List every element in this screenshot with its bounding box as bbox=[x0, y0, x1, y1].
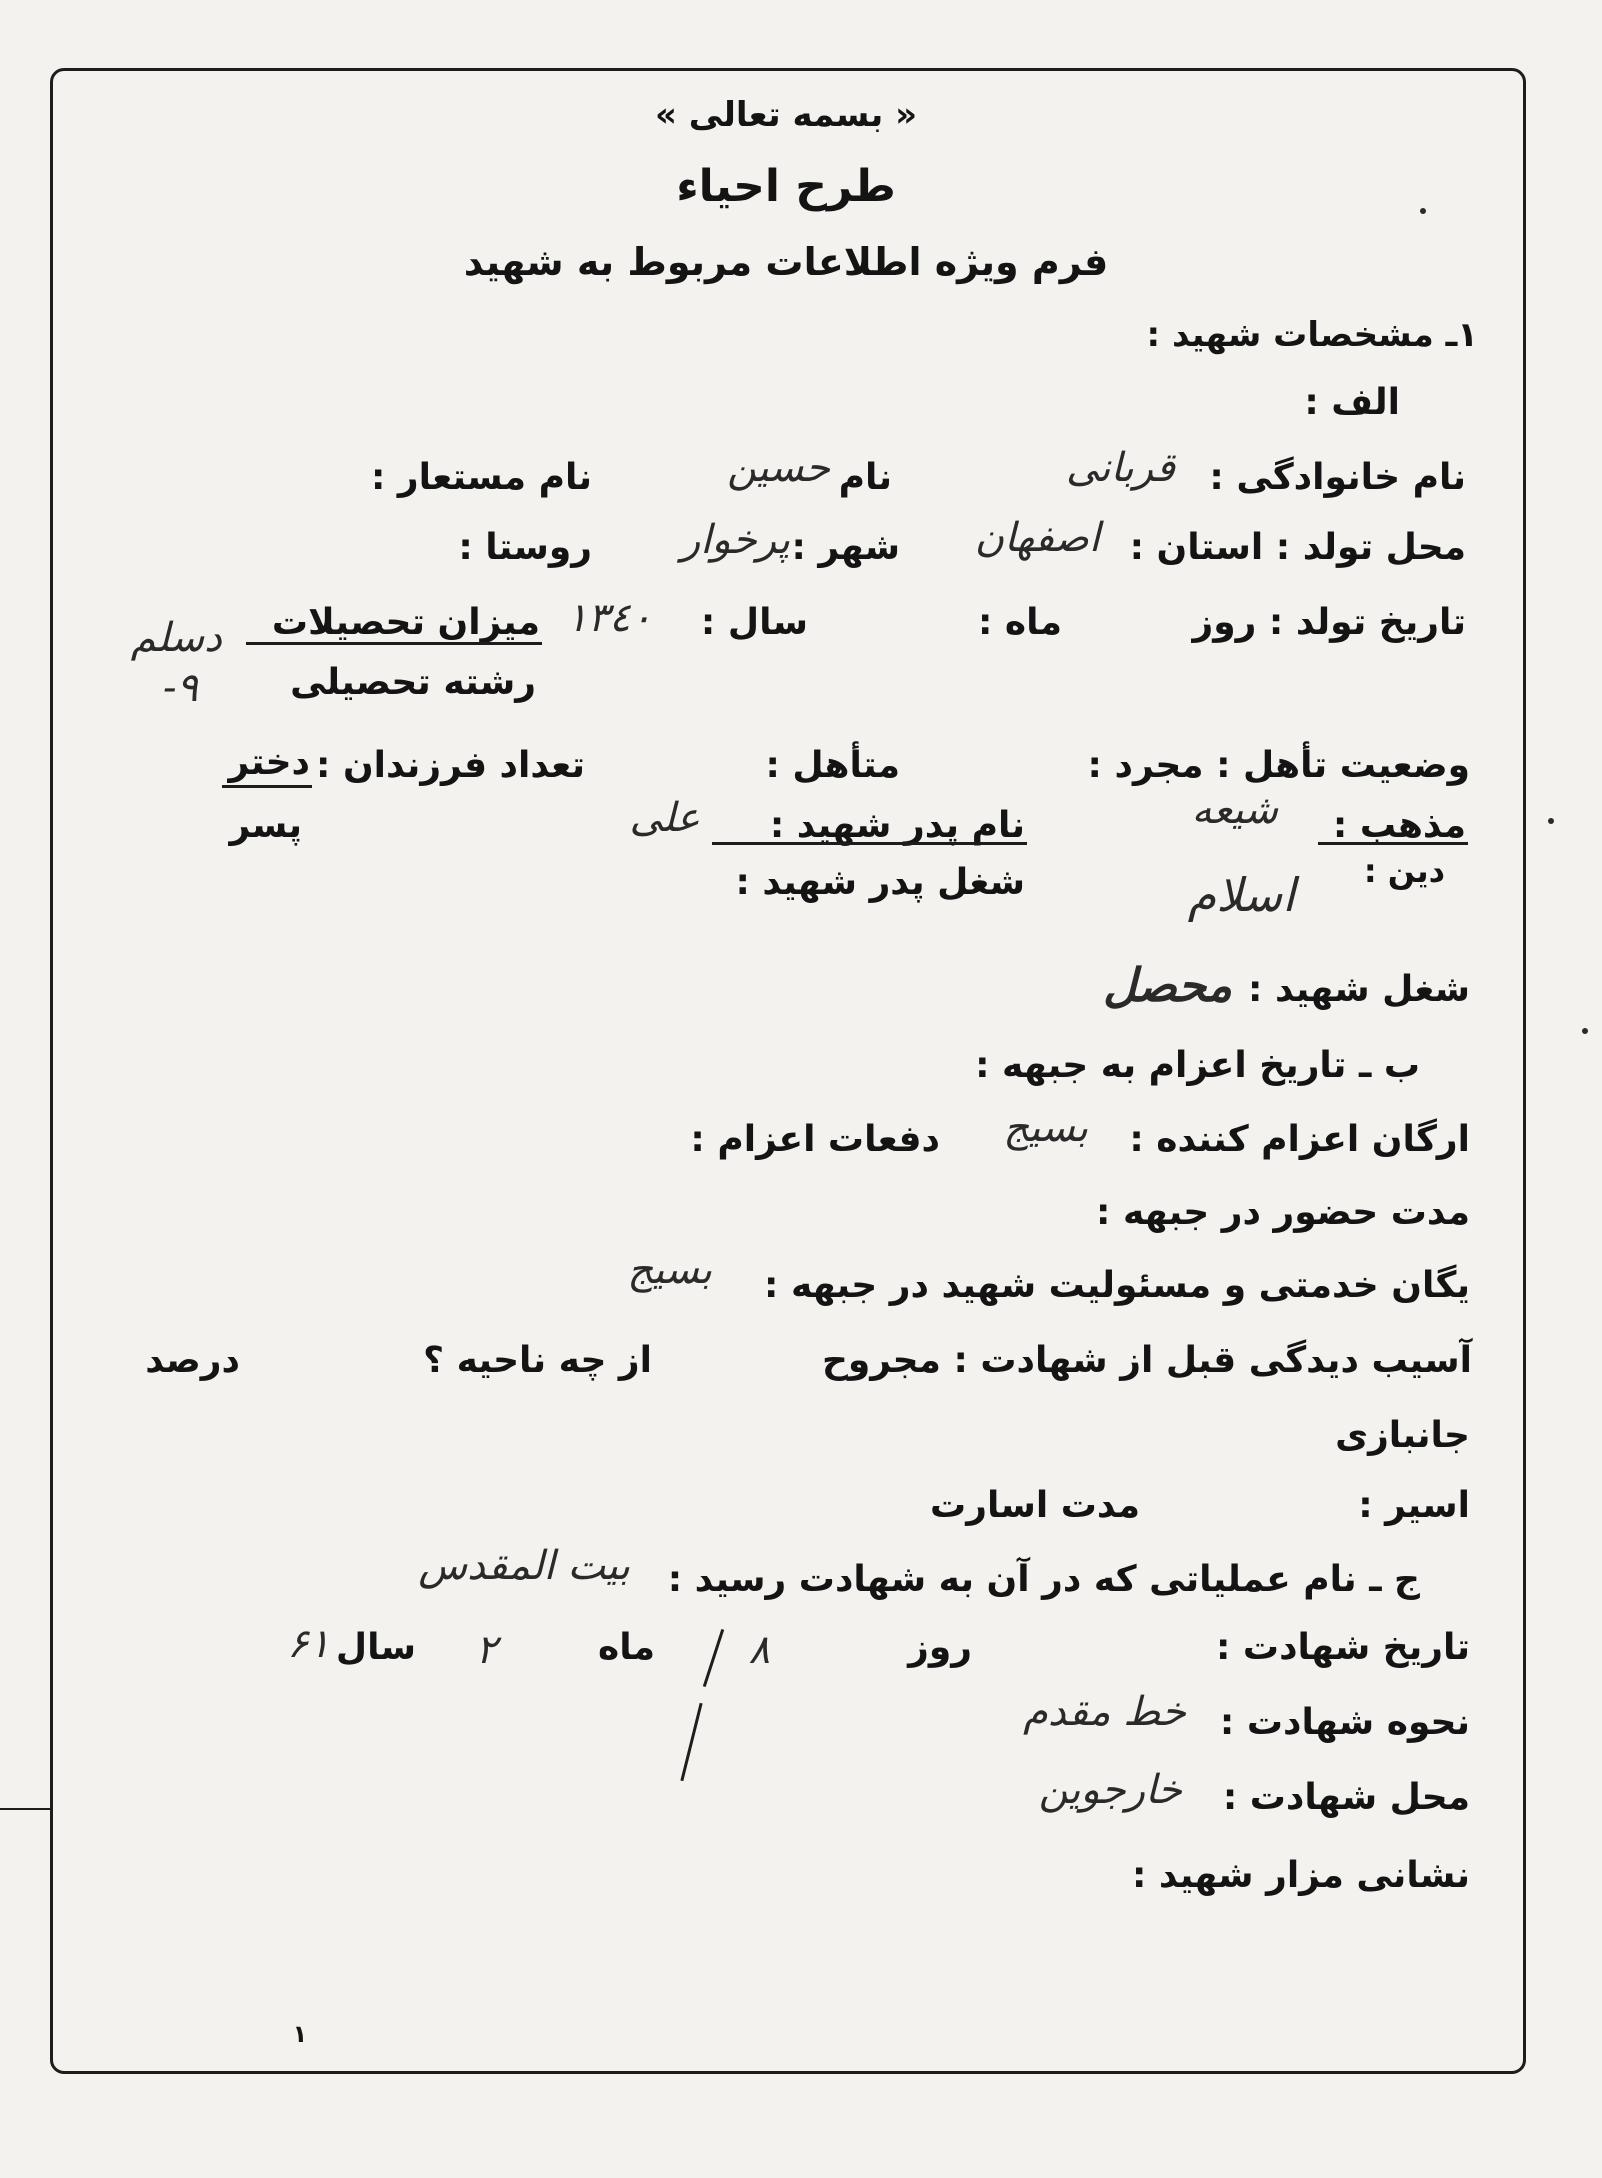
operation-name-value: بیت المقدس bbox=[418, 1543, 630, 1589]
deploying-org-value: بسیج bbox=[1003, 1105, 1088, 1151]
village-label: روستا : bbox=[458, 527, 592, 568]
martyrdom-manner-label: نحوه شهادت : bbox=[1219, 1702, 1470, 1743]
martyrdom-year-label: سال bbox=[335, 1627, 416, 1668]
deploying-org-label: ارگان اعزام کننده : bbox=[1129, 1119, 1470, 1160]
part-a-label: الف : bbox=[1304, 382, 1400, 423]
alias-label: نام مستعار : bbox=[370, 457, 592, 498]
marital-status-label: وضعیت تأهل : مجرد : bbox=[1087, 745, 1470, 786]
veteran-label: جانبازی bbox=[1335, 1415, 1470, 1456]
education-underline bbox=[246, 642, 542, 645]
form-subtitle: فرم ویژه اطلاعات مربوط به شهید bbox=[463, 240, 1109, 284]
captivity-duration-label: مدت اسارت bbox=[930, 1485, 1140, 1526]
father-name-label: نام پدر شهید : bbox=[769, 805, 1025, 846]
scan-speck bbox=[1420, 208, 1426, 214]
martyrdom-day-value: ۸ bbox=[748, 1627, 770, 1673]
field-of-study-label: رشته تحصیلی bbox=[290, 662, 536, 703]
daughter-underline bbox=[222, 785, 312, 788]
field-of-study-value: ۹- bbox=[163, 665, 198, 711]
operation-name-label: ج ـ نام عملیاتی که در آن به شهادت رسید : bbox=[667, 1559, 1420, 1600]
education-level-label: میزان تحصیلات bbox=[271, 602, 540, 643]
birthdate-label: تاریخ تولد : روز bbox=[1192, 602, 1466, 643]
city-value: پرخوار bbox=[680, 517, 790, 563]
religion-label: دین : bbox=[1363, 852, 1445, 890]
deployment-date-label: ب ـ تاریخ اعزام به جبهه : bbox=[975, 1045, 1420, 1086]
religion-value: اسلام bbox=[1187, 868, 1295, 922]
deployment-count-label: دفعات اعزام : bbox=[690, 1119, 940, 1160]
form-title: طرح احیاء bbox=[676, 161, 896, 212]
education-level-value: دسلم bbox=[130, 615, 222, 661]
daughter-label: دختر bbox=[228, 742, 310, 783]
unit-responsibility-label: یگان خدمتی و مسئولیت شهید در جبهه : bbox=[764, 1265, 1470, 1306]
birth-year-label: سال : bbox=[700, 602, 808, 643]
father-name-value: علی bbox=[629, 795, 700, 841]
sect-underline bbox=[1318, 842, 1468, 845]
birthplace-label: محل تولد : استان : bbox=[1129, 527, 1466, 568]
unit-responsibility-value: بسیج bbox=[627, 1247, 712, 1293]
father-name-underline bbox=[712, 842, 1027, 845]
scan-speck bbox=[1548, 818, 1554, 824]
martyr-job-label: شغل شهید : bbox=[1248, 969, 1470, 1010]
son-label: پسر bbox=[229, 805, 302, 846]
martyrdom-place-value: خارجوین bbox=[1038, 1767, 1182, 1813]
martyrdom-manner-value: خط مقدم bbox=[1023, 1689, 1186, 1735]
children-count-label: تعداد فرزندان : bbox=[316, 745, 585, 786]
martyrdom-month-label: ماه bbox=[597, 1627, 655, 1668]
bismillah-heading: « بسمه تعالی » bbox=[654, 95, 918, 135]
grave-address-label: نشانی مزار شهید : bbox=[1131, 1855, 1470, 1896]
martyr-job-value: محصل bbox=[1102, 958, 1232, 1012]
name-label: نام bbox=[838, 457, 892, 498]
birth-month-label: ماه : bbox=[978, 602, 1062, 643]
city-label: شهر : bbox=[791, 527, 900, 568]
injury-label: آسیب دیدگی قبل از شهادت : مجروح bbox=[821, 1340, 1472, 1381]
martyrdom-day-label: روز bbox=[908, 1627, 972, 1668]
page-number: ۱ bbox=[292, 2020, 308, 2048]
family-name-label: نام خانوادگی : bbox=[1209, 457, 1466, 498]
injury-area-label: از چه ناحیه ؟ bbox=[423, 1340, 652, 1381]
front-duration-label: مدت حضور در جبهه : bbox=[1096, 1192, 1470, 1233]
province-value: اصفهان bbox=[974, 515, 1100, 561]
section1-heading: ۱ـ مشخصات شهید : bbox=[1146, 315, 1478, 355]
sect-value: شیعه bbox=[1191, 787, 1278, 833]
father-job-label: شغل پدر شهید : bbox=[735, 862, 1025, 903]
name-value: حسین bbox=[727, 445, 830, 491]
captive-label: اسیر : bbox=[1358, 1485, 1470, 1526]
martyrdom-month-value: ۲ bbox=[475, 1627, 497, 1673]
percent-label: درصد bbox=[145, 1340, 240, 1381]
scan-speck bbox=[1582, 1028, 1588, 1034]
scan-edge-mark bbox=[0, 1808, 52, 1810]
sect-label: مذهب : bbox=[1332, 805, 1466, 846]
martyrdom-place-label: محل شهادت : bbox=[1222, 1777, 1470, 1818]
martyrdom-date-label: تاریخ شهادت : bbox=[1215, 1627, 1470, 1668]
married-label: متأهل : bbox=[765, 745, 900, 786]
birth-year-value: ۱۳٤۰ bbox=[566, 595, 652, 641]
family-name-value: قربانی bbox=[1066, 445, 1175, 491]
martyrdom-year-value: ۶۱ bbox=[287, 1621, 330, 1667]
